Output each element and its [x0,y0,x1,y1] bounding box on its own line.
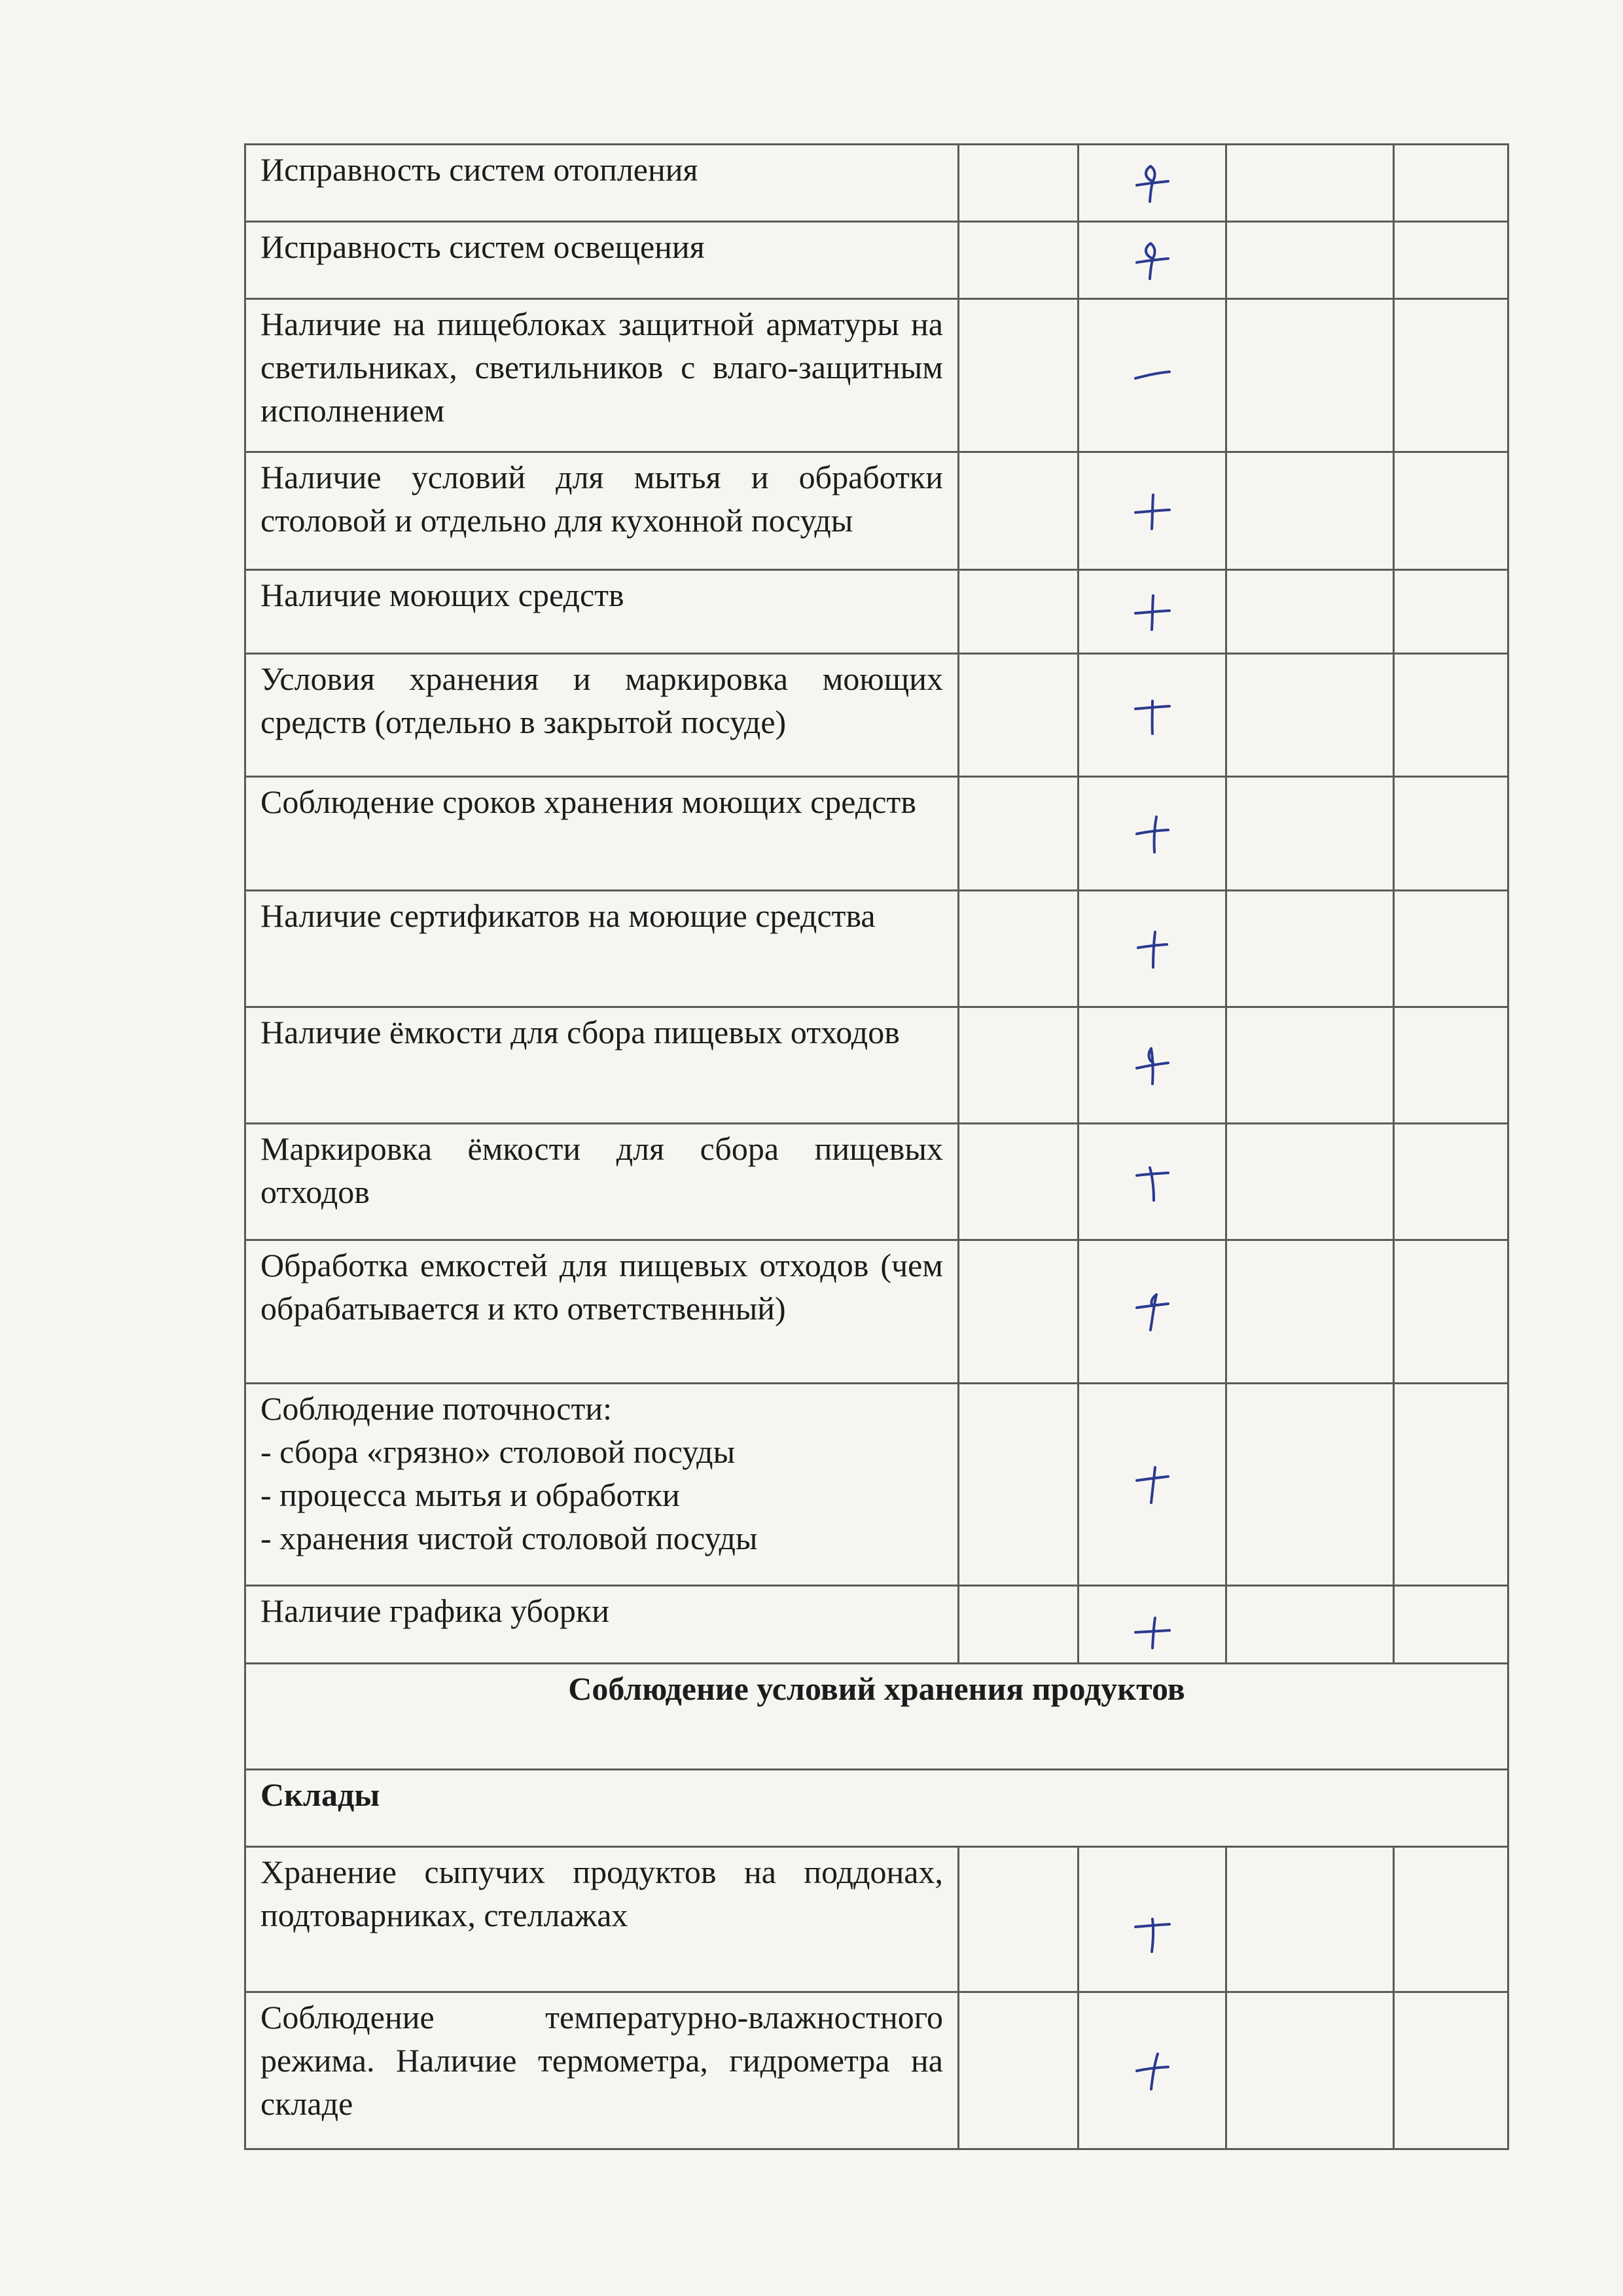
mark-cell [1079,222,1226,299]
empty-cell [1394,452,1508,570]
mark-cell [1079,654,1226,777]
criterion-text: Наличие на пищеблоках защитной арматуры на светильниках, светильников с влаго-защитным исполнением [260,306,943,429]
criterion-text: Наличие моющих средств [260,577,624,613]
empty-cell [1394,299,1508,452]
criterion-text: Наличие графика уборки [260,1592,609,1629]
handwritten-plus-mark [1133,1914,1172,1953]
empty-cell [1226,1992,1394,2149]
criterion-cell [245,222,959,299]
criterion-text: Наличие условий для мытья и обработки столовой и отдельно для кухонной посуды [260,459,943,539]
checklist-table [244,143,1509,2150]
table-row [245,1124,1508,1240]
empty-cell [1226,570,1394,654]
empty-cell [959,1007,1079,1124]
empty-cell [1226,1007,1394,1124]
table-row [245,145,1508,222]
empty-cell [1226,1847,1394,1992]
criterion-line: - процесса мытья и обработки [260,1477,680,1513]
criterion-cell [245,299,959,452]
criterion-text: Хранение сыпучих продуктов на поддонах, подтоварниках, стеллажах [260,1854,943,1933]
criterion-text: Маркировка ёмкости для сбора пищевых отходов [260,1130,943,1210]
table-row [245,1384,1508,1586]
empty-cell [1226,1124,1394,1240]
mark-cell [1079,1240,1226,1384]
empty-cell [959,1992,1079,2149]
criterion-text: Исправность систем отопления [260,151,698,188]
criterion-line: - хранения чистой столовой посуды [260,1520,758,1556]
table-row [245,1847,1508,1992]
criterion-text: Соблюдение температурно-влажностного режима. Наличие термометра, гидрометра на складе [260,1999,943,2122]
empty-cell [1226,891,1394,1007]
empty-cell [1226,222,1394,299]
criterion-text: Наличие ёмкости для сбора пищевых отходов [260,1014,900,1050]
handwritten-plus-mark [1133,1162,1172,1202]
criterion-cell [245,1124,959,1240]
empty-cell [1394,1007,1508,1124]
empty-cell [959,570,1079,654]
criterion-cell [245,777,959,891]
mark-cell [1079,1847,1226,1992]
empty-cell [1394,145,1508,222]
section-title [245,1664,1508,1770]
section-title-text: Соблюдение условий хранения продуктов [568,1670,1185,1707]
empty-cell [1394,1384,1508,1586]
empty-cell [1226,1384,1394,1586]
table-row [245,1992,1508,2149]
criterion-cell [245,891,959,1007]
empty-cell [1226,654,1394,777]
empty-cell [1394,1992,1508,2149]
mark-cell [1079,145,1226,222]
criterion-cell [245,452,959,570]
empty-cell [959,222,1079,299]
empty-cell [1394,1240,1508,1384]
criterion-text: Условия хранения и маркировка моющих средств (отдельно в закрытой посуде) [260,660,943,740]
empty-cell [959,891,1079,1007]
handwritten-plus-mark [1133,696,1172,735]
table-row [245,222,1508,299]
mark-cell [1079,570,1226,654]
table-row [245,570,1508,654]
table-row [245,1240,1508,1384]
subsection-header-row [245,1770,1508,1847]
empty-cell [1226,145,1394,222]
criterion-line: Соблюдение поточности: [260,1390,612,1427]
mark-cell [1079,452,1226,570]
criterion-text: Наличие сертификатов на моющие средства [260,897,876,934]
handwritten-plus-mark [1133,1465,1172,1504]
mark-cell [1079,1992,1226,2149]
empty-cell [1226,1586,1394,1664]
empty-cell [959,452,1079,570]
empty-cell [1394,570,1508,654]
table-row [245,452,1508,570]
handwritten-plus-mark [1133,492,1172,531]
handwritten-plus-mark [1133,1614,1172,1653]
empty-cell [959,1586,1079,1664]
empty-cell [1394,1124,1508,1240]
table-row [245,891,1508,1007]
table-row [245,1007,1508,1124]
subsection-title-text: Склады [260,1776,380,1813]
handwritten-plus-mark [1133,2051,1172,2090]
table-row [245,1586,1508,1664]
empty-cell [1226,299,1394,452]
empty-cell [959,1384,1079,1586]
empty-cell [1394,654,1508,777]
empty-cell [1226,452,1394,570]
criterion-cell [245,570,959,654]
mark-cell [1079,1124,1226,1240]
handwritten-plus-mark [1133,929,1172,969]
empty-cell [959,1240,1079,1384]
handwritten-plus-mark [1133,814,1172,853]
mark-cell [1079,891,1226,1007]
criterion-cell [245,1586,959,1664]
empty-cell [959,145,1079,222]
empty-cell [1394,222,1508,299]
handwritten-plus-mark [1133,592,1172,632]
handwritten-plus-mark [1133,1046,1172,1085]
empty-cell [959,299,1079,452]
mark-cell [1079,299,1226,452]
empty-cell [959,777,1079,891]
table-row [245,654,1508,777]
empty-cell [959,1847,1079,1992]
empty-cell [959,1124,1079,1240]
table-row [245,299,1508,452]
mark-cell [1079,1007,1226,1124]
empty-cell [1394,1586,1508,1664]
section-header-row [245,1664,1508,1770]
handwritten-plus-mark [1133,1292,1172,1331]
criterion-text: Соблюдение сроков хранения моющих средств [260,783,916,820]
criterion-cell [245,654,959,777]
empty-cell [1394,1847,1508,1992]
subsection-title [245,1770,1508,1847]
empty-cell [1226,1240,1394,1384]
criterion-text: Исправность систем освещения [260,228,705,265]
empty-cell [1226,777,1394,891]
table-row [245,777,1508,891]
handwritten-plus-mark [1133,164,1172,203]
criterion-cell [245,1992,959,2149]
handwritten-plus-mark [1133,241,1172,280]
handwritten-minus-mark [1133,356,1172,395]
criterion-cell [245,1240,959,1384]
criterion-cell [245,1384,959,1586]
empty-cell [1394,891,1508,1007]
mark-cell [1079,777,1226,891]
mark-cell [1079,1586,1226,1664]
mark-cell [1079,1384,1226,1586]
empty-cell [959,654,1079,777]
criterion-text: Обработка емкостей для пищевых отходов (чем обрабатывается и кто ответственный) [260,1247,943,1327]
empty-cell [1394,777,1508,891]
criterion-cell [245,145,959,222]
criterion-cell [245,1007,959,1124]
criterion-line: - сбора «грязно» столовой посуды [260,1433,736,1470]
criterion-cell [245,1847,959,1992]
